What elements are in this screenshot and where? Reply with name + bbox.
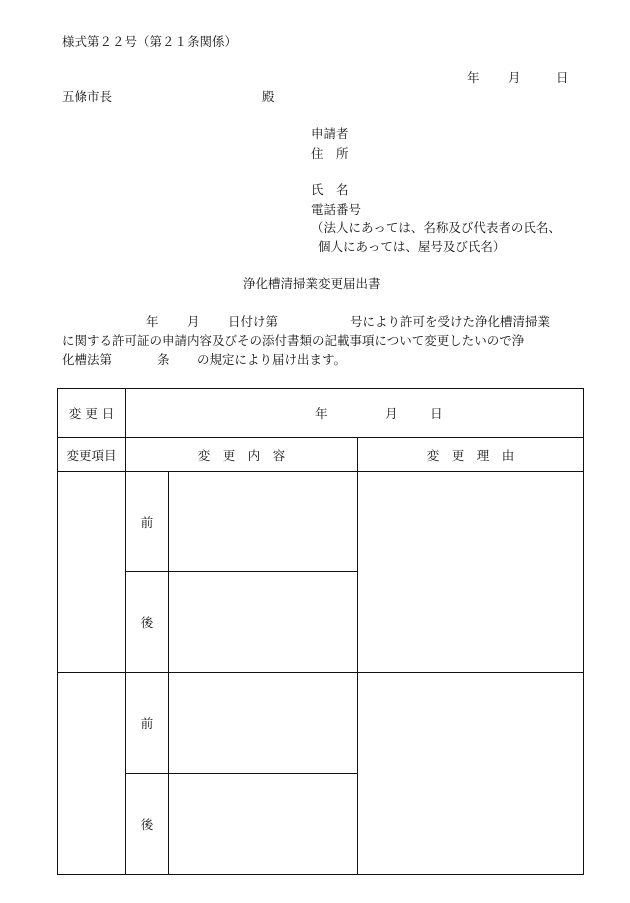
date-day-label: 日 (556, 70, 569, 85)
body-line2: に関する許可証の申請内容及びその添付書類の記載事項について変更したいので浄 (62, 333, 525, 348)
applicant-label: 申請者 (311, 126, 349, 141)
body-year: 年 (146, 314, 159, 329)
body-line3-law: 化槽法第 (62, 352, 113, 367)
change-date-month: 月 (385, 406, 398, 421)
addressee-mayor: 五條市長 (62, 89, 113, 104)
body-line1-rest: 号により許可を受けた浄化槽清掃業 (350, 314, 551, 329)
entry-2-after-label: 後 (126, 774, 169, 875)
applicant-name-label: 氏 名 (311, 182, 349, 197)
entry-1-after-label: 後 (126, 572, 169, 673)
change-date-row (58, 389, 584, 438)
change-date-label: 変 更 日 (58, 389, 126, 438)
entry-2-reason-cell[interactable] (358, 673, 584, 875)
body-month: 月 (187, 314, 200, 329)
entry-1-after-content[interactable] (169, 572, 358, 673)
change-date-field[interactable] (126, 389, 584, 438)
document-title: 浄化槽清掃業変更届出書 (243, 276, 381, 291)
entry-1-before-content[interactable] (169, 472, 358, 572)
entry-2-before-content[interactable] (169, 673, 358, 774)
form-number: 様式第２２号（第２１条関係） (62, 34, 238, 49)
change-form-table (57, 388, 584, 875)
date-month-label: 月 (508, 70, 521, 85)
change-date-year: 年 (315, 406, 328, 421)
body-date-no: 日付け第 (228, 314, 279, 329)
applicant-phone-label: 電話番号 (311, 202, 362, 217)
entry-1-before-row (58, 472, 584, 572)
entry-2-item-cell[interactable] (58, 673, 126, 875)
entry-2-before-label: 前 (126, 673, 169, 774)
header-row (58, 438, 584, 472)
entry-1-item-cell[interactable] (58, 472, 126, 673)
change-reason-header: 変 更 理 由 (358, 438, 584, 472)
change-date-day: 日 (430, 406, 443, 421)
body-line3-rest: の規定により届け出ます。 (197, 352, 347, 367)
change-content-header: 変 更 内 容 (126, 438, 358, 472)
addressee-honorific: 殿 (262, 89, 275, 104)
entry-2-before-row (58, 673, 584, 774)
applicant-note-individual: 個人にあっては、屋号及び氏名） (318, 239, 506, 254)
change-item-header: 変更項目 (58, 438, 126, 472)
entry-1-reason-cell[interactable] (358, 472, 584, 673)
entry-1-before-label: 前 (126, 472, 169, 572)
entry-2-after-content[interactable] (169, 774, 358, 875)
applicant-address-label: 住 所 (311, 146, 349, 161)
date-year-label: 年 (467, 70, 480, 85)
applicant-note-corporate: （法人にあっては、名称及び代表者の氏名、 (311, 220, 561, 235)
body-line3-article: 条 (157, 352, 170, 367)
